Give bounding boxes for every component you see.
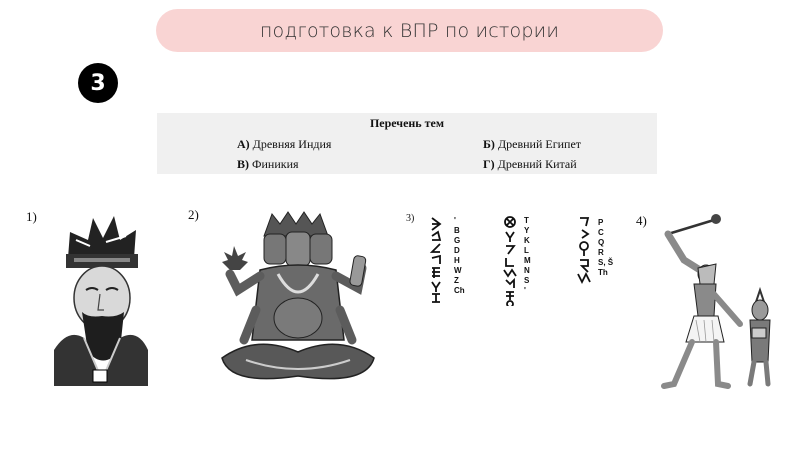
topic-g: [483, 157, 577, 172]
latin-letter: ': [454, 216, 456, 225]
topic-letter: Б): [483, 137, 495, 151]
image-1-label: 1): [26, 209, 37, 224]
alphabet-col-3: [598, 218, 613, 278]
latin-letter: R: [598, 248, 604, 257]
latin-letter: Ch: [454, 286, 465, 295]
topic-name: Древний Египет: [497, 137, 582, 151]
latin-letter: S: [524, 276, 530, 285]
latin-letter: Y: [524, 226, 530, 235]
latin-letter: K: [524, 236, 530, 245]
image-2-label: 2): [188, 207, 199, 222]
latin-letter: ': [524, 286, 526, 295]
image-4-label: 4): [636, 213, 647, 228]
topic-letter: В): [237, 157, 249, 171]
topics-table: [157, 113, 657, 174]
topic-letter: Г): [483, 157, 495, 171]
latin-letter: G: [454, 236, 461, 245]
topics-title: Перечень тем: [369, 116, 445, 130]
topic-a: [237, 137, 331, 152]
topic-name: Древний Китай: [497, 157, 577, 171]
task-number-badge: 3: [78, 63, 118, 103]
latin-letter: Q: [598, 238, 605, 247]
alphabet-col-1: [454, 216, 465, 296]
latin-letter: W: [454, 266, 462, 275]
header-banner: [156, 9, 663, 52]
latin-letter: M: [524, 256, 531, 265]
latin-letter: Z: [454, 276, 459, 285]
topic-name: Древняя Индия: [252, 137, 332, 151]
latin-letter: T: [524, 216, 529, 225]
alphabet-col-2: [524, 216, 531, 296]
latin-letter: N: [524, 266, 530, 275]
header-title: подготовка к ВПР по истории: [259, 19, 560, 42]
latin-letter: S, Š: [598, 258, 614, 267]
latin-letter: C: [598, 228, 604, 237]
topic-b: [483, 137, 581, 152]
topic-v: [237, 157, 299, 172]
pharaoh-illustration: [656, 212, 774, 390]
image-3-label: 3): [406, 213, 415, 224]
latin-letter: D: [454, 246, 460, 255]
latin-letter: L: [524, 246, 529, 255]
latin-letter: Th: [598, 268, 608, 277]
confucius-illustration: [48, 210, 153, 388]
brahma-illustration: [216, 210, 380, 388]
latin-letter: B: [454, 226, 460, 235]
topic-name: Финикия: [252, 157, 299, 171]
topic-letter: А): [237, 137, 250, 151]
latin-letter: P: [598, 218, 604, 227]
latin-letter: H: [454, 256, 460, 265]
